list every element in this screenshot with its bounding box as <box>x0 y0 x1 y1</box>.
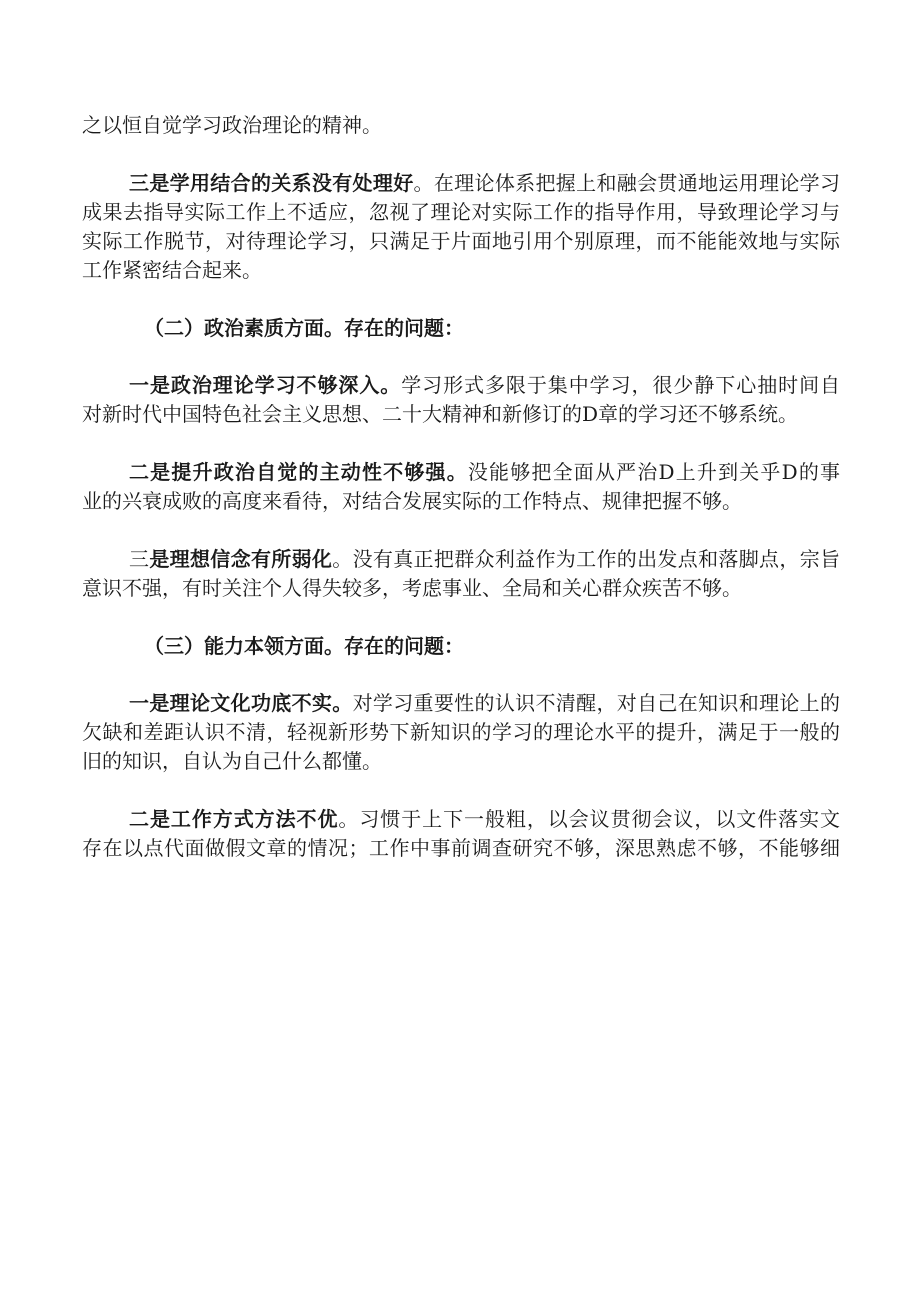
paragraph-lead-bold: 二是提升政治自觉的主动性不够强。 <box>129 460 468 484</box>
text-line <box>82 371 840 400</box>
text-line: 实际工作脱节，对待理论学习，只满足于片面地引用个别原理，而不能能效地与实际 <box>82 229 840 253</box>
paragraph-lead-rest: 学习形式多限于集中学习，很少静下心抽时间自 <box>401 373 840 397</box>
text-line <box>82 689 840 718</box>
text-line <box>82 805 840 834</box>
section-heading-ability: （三）能力本领方面。存在的问题： <box>144 634 464 658</box>
paragraph-continuation <box>82 111 840 140</box>
text-line: 对新时代中国特色社会主义思想、二十大精神和新修订的D章的学习还不够系统。 <box>82 402 799 426</box>
paragraph-theory-foundation <box>82 689 840 776</box>
text-line: 工作紧密结合起来。 <box>82 258 262 282</box>
text-line <box>82 458 840 487</box>
paragraph-lead-bold: 一是理论文化功底不实。 <box>129 691 353 715</box>
paragraph-lead-rest: 。习惯于上下一般粗，以会议贯彻会议，以文件落实文 <box>338 807 840 831</box>
paragraph-lead-bold: 是理想信念有所弱化 <box>149 547 333 571</box>
paragraph-lead-rest: 。在理论体系把握上和融会贯通地运用理论学习 <box>413 171 840 195</box>
text-line: 旧的知识，自认为自己什么都懂。 <box>82 749 382 773</box>
paragraph-lead-rest: 对学习重要性的认识不清醒，对自己在知识和理论上的 <box>352 691 840 715</box>
text-line: 成果去指导实际工作上不适应，忽视了理论对实际工作的指导作用，导致理论学习与 <box>82 200 840 224</box>
text-line: 业的兴衰成败的高度来看待，对结合发展实际的工作特点、规律把握不够。 <box>82 489 742 513</box>
paragraph-lead-bold: 一是政治理论学习不够深入。 <box>129 373 402 397</box>
text-line: 存在以点代面做假文章的情况；工作中事前调查研究不够，深思熟虑不够，不能够细 <box>82 836 840 860</box>
paragraph-political-awareness <box>82 458 840 516</box>
paragraph-lead-rest: 。没有真正把群众利益作为工作的出发点和落脚点，宗旨 <box>332 547 840 571</box>
section-heading-political-quality: （二）政治素质方面。存在的问题： <box>144 316 464 340</box>
paragraph-lead-bold: 三是学用结合的关系没有处理好 <box>129 171 414 195</box>
text-line: 欠缺和差距认识不清，轻视新形势下新知识的学习的理论水平的提升，满足于一般的 <box>82 720 840 744</box>
paragraph-theory-study <box>82 371 840 429</box>
text-line: 之以恒自觉学习政治理论的精神。 <box>82 113 382 137</box>
text-line <box>82 545 840 574</box>
paragraph-ideals-beliefs <box>82 545 840 603</box>
paragraph-study-application <box>82 169 840 285</box>
text-line <box>82 169 840 198</box>
paragraph-lead-bold: 二是工作方式方法不优 <box>129 807 339 831</box>
paragraph-lead-rest: 没能够把全面从严治D上升到关乎D的事 <box>467 460 840 484</box>
paragraph-lead-plain: 三 <box>129 547 150 571</box>
paragraph-work-methods <box>82 805 840 863</box>
text-line: 意识不强，有时关注个人得失较多，考虑事业、全局和关心群众疾苦不够。 <box>82 576 742 600</box>
